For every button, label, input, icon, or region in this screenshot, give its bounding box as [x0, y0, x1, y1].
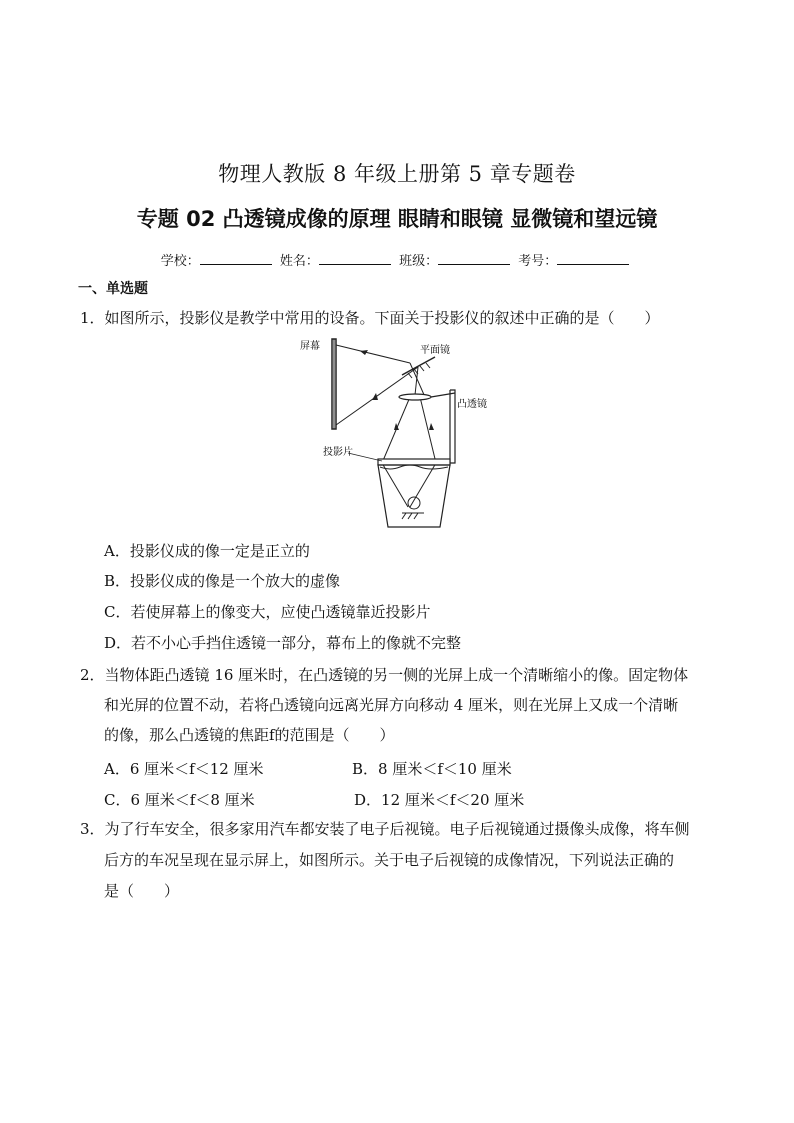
page-subtitle: 专题 02 凸透镜成像的原理 眼睛和眼镜 显微镜和望远镜	[136, 207, 658, 231]
name-blank[interactable]	[319, 252, 391, 265]
page-title: 物理人教版 8 年级上册第 5 章专题卷	[218, 162, 576, 186]
lens-shape	[399, 394, 431, 400]
question-1	[80, 303, 660, 333]
question-number: 3．	[80, 820, 105, 838]
q2-option-b[interactable]: B．8 厘米＜f＜10 厘米	[352, 760, 512, 778]
name-label: 姓名：	[279, 254, 319, 269]
question-line-1: 当物体距凸透镜 16 厘米时，在凸透镜的另一侧的光屏上成一个清晰缩小的像。固定物体	[104, 666, 689, 684]
screen-label: 屏幕	[300, 341, 320, 352]
question-2	[80, 660, 688, 690]
question-2-line-2: 和光屏的位置不动，若将凸透镜向远离光屏方向移动 4 厘米，则在光屏上又成一个清晰	[104, 696, 679, 714]
number-blank[interactable]	[557, 252, 629, 265]
question-3	[80, 814, 690, 844]
student-info-line	[0, 250, 794, 269]
school-label: 学校：	[160, 254, 200, 269]
q2-option-d[interactable]: D．12 厘米＜f＜20 厘米	[354, 791, 525, 809]
question-3-line-2: 后方的车况呈现在显示屏上，如图所示。关于电子后视镜的成像情况，下列说法正确的	[104, 851, 675, 869]
q2-option-c[interactable]: C．6 厘米＜f＜8 厘米	[104, 791, 255, 809]
school-blank[interactable]	[200, 252, 272, 265]
q1-option-a[interactable]: A．投影仪成的像一定是正立的	[104, 542, 310, 560]
slide-shape	[378, 459, 450, 465]
q1-option-c[interactable]: C．若使屏幕上的像变大，应使凸透镜靠近投影片	[104, 603, 431, 621]
question-3-line-3: 是（ ）	[104, 882, 180, 900]
question-number: 2．	[80, 666, 105, 684]
mirror-label: 平面镜	[420, 345, 450, 356]
class-label: 班级：	[399, 254, 439, 269]
question-2-line-3: 的像，那么凸透镜的焦距f的范围是（ ）	[104, 726, 395, 744]
class-blank[interactable]	[438, 252, 510, 265]
section-title: 一、单选题	[78, 281, 148, 297]
projector-diagram	[290, 335, 490, 530]
q1-option-b[interactable]: B．投影仪成的像是一个放大的虚像	[104, 572, 341, 590]
q2-option-a[interactable]: A．6 厘米＜f＜12 厘米	[104, 760, 264, 778]
lens-label: 凸透镜	[457, 399, 487, 410]
question-text: 如图所示，投影仪是教学中常用的设备。下面关于投影仪的叙述中正确的是（ ）	[104, 309, 660, 327]
slide-label: 投影片	[323, 447, 353, 458]
screen-shape	[332, 339, 336, 429]
q1-option-d[interactable]: D．若不小心手挡住透镜一部分，幕布上的像就不完整	[104, 634, 462, 652]
question-line-1: 为了行车安全，很多家用汽车都安装了电子后视镜。电子后视镜通过摄像头成像，将车侧	[104, 820, 690, 838]
number-label: 考号：	[518, 254, 558, 269]
question-number: 1．	[80, 309, 105, 327]
